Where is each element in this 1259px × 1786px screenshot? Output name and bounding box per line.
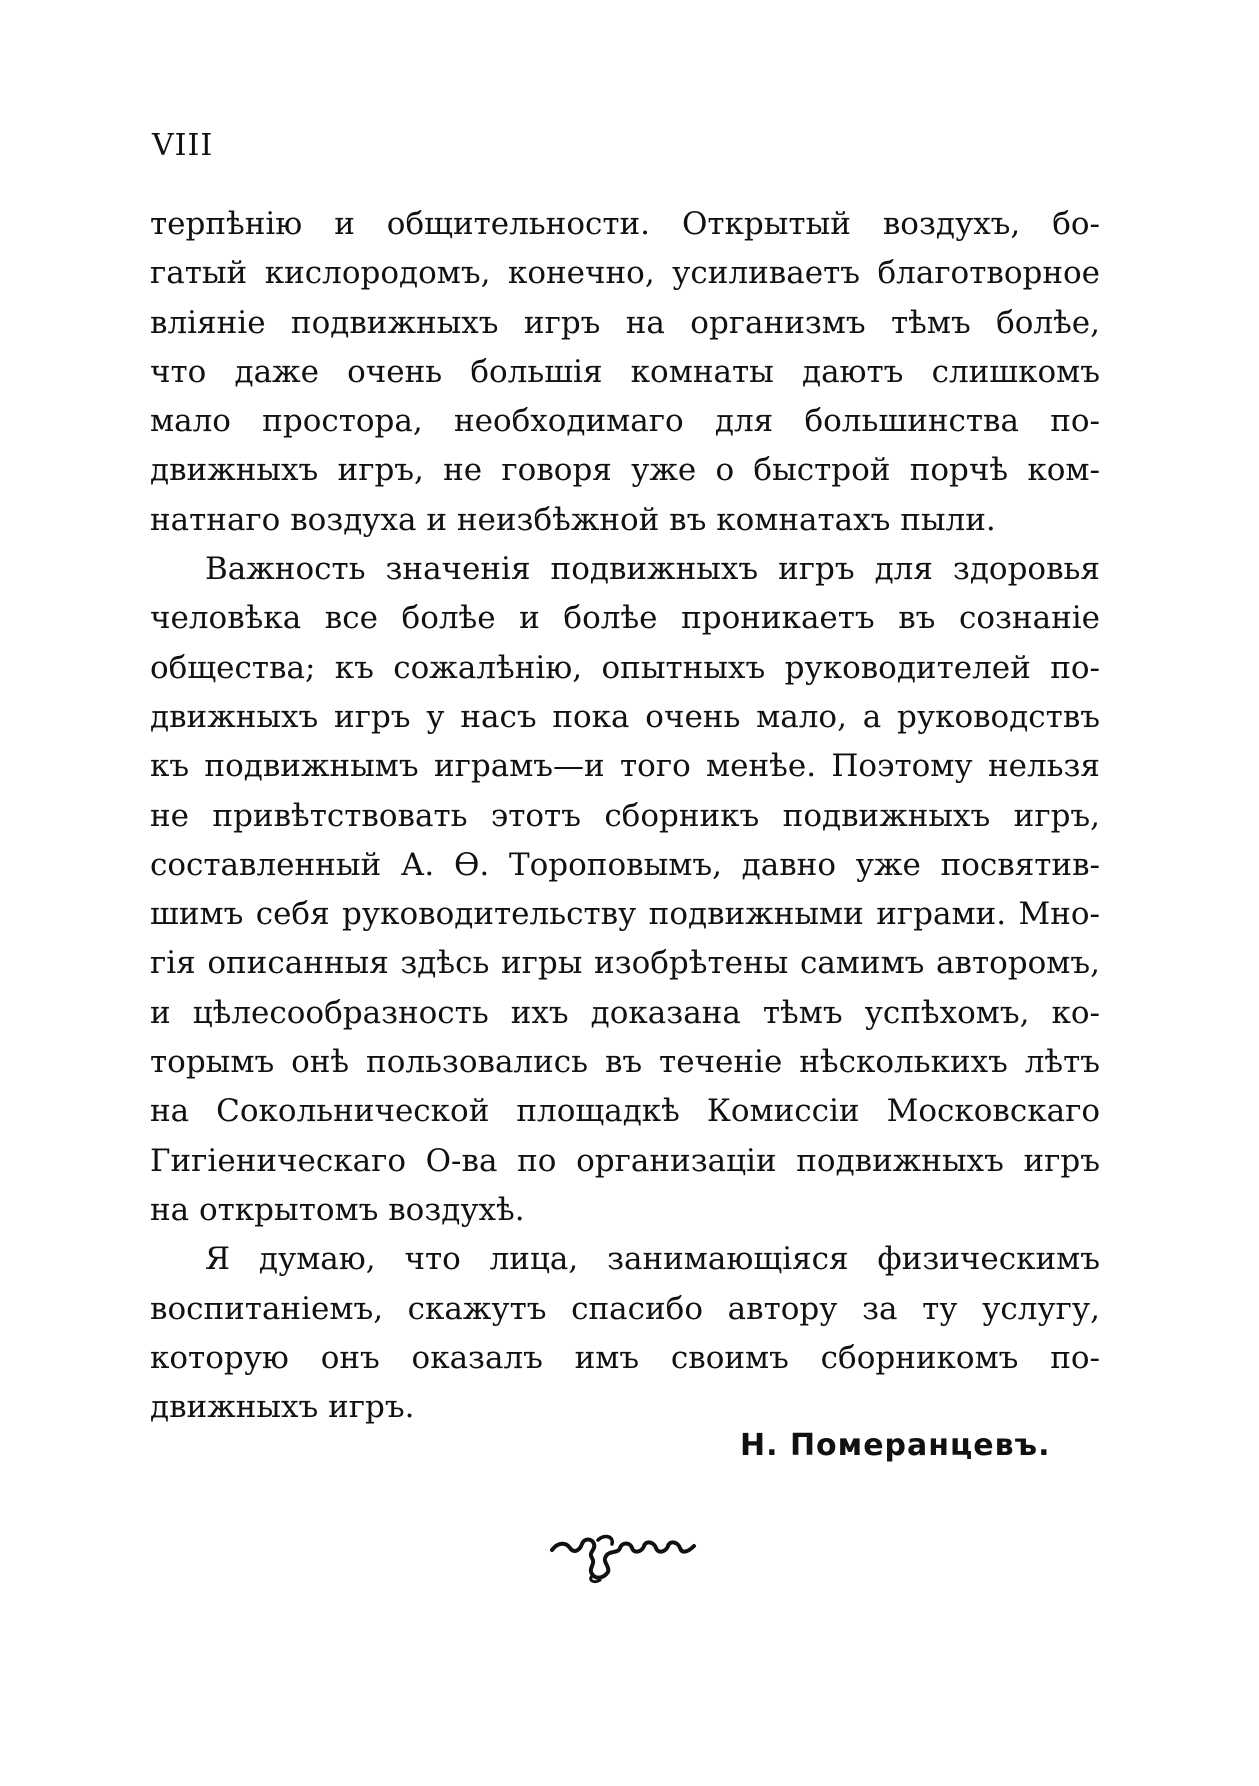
- text-line: Гигіеническаго О-ва по организаціи подвижныхъ игръ: [150, 1142, 1100, 1179]
- text-line: терпѣнію и общительности. Открытый воздухъ, бо-: [150, 206, 1100, 242]
- text-line: вліяніе подвижныхъ игръ на организмъ тѣмъ болѣе,: [150, 304, 1100, 341]
- text-line: воспитаніемъ, скажутъ спасибо автору за ту услугу,: [150, 1290, 1100, 1327]
- text-line: Важность значенія подвижныхъ игръ для здоровья: [205, 551, 1100, 588]
- author-signature: Н. Померанцевъ.: [740, 1428, 1051, 1463]
- text-line: человѣка все болѣе и болѣе проникаетъ въ сознаніе: [150, 600, 1100, 637]
- text-line: Я думаю, что лица, занимающіяся физическимъ: [205, 1241, 1100, 1278]
- text-line: движныхъ игръ.: [150, 1389, 415, 1426]
- text-line: общества; къ сожалѣнію, опытныхъ руководителей по-: [150, 649, 1100, 686]
- text-line: гатый кислородомъ, конечно, усиливаетъ благотворное: [150, 255, 1100, 292]
- text-line: мало простора, необходимаго для большинства по-: [150, 403, 1100, 440]
- text-line: гія описанныя здѣсь игры изобрѣтены самимъ авторомъ,: [150, 945, 1100, 982]
- body-text: [150, 200, 1100, 1432]
- text-line: движныхъ игръ у насъ пока очень мало, а руководствъ: [150, 698, 1100, 735]
- text-line: не привѣтствовать этотъ сборникъ подвижныхъ игръ,: [150, 797, 1100, 834]
- text-line: которую онъ оказалъ имъ своимъ сборникомъ по-: [150, 1339, 1100, 1376]
- text-line: къ подвижнымъ играмъ—и того менѣе. Поэтому нельзя: [150, 748, 1100, 785]
- paragraph-2: [150, 545, 1100, 1235]
- flourish-ornament-icon: [548, 1528, 698, 1584]
- text-line: движныхъ игръ, не говоря уже о быстрой порчѣ ком-: [150, 452, 1100, 489]
- text-line: торымъ онѣ пользовались въ теченіе нѣсколькихъ лѣтъ: [150, 1044, 1100, 1081]
- text-line: шимъ себя руководительству подвижными играми. Мно-: [150, 896, 1100, 933]
- paragraph-3: [150, 1235, 1100, 1432]
- text-line: что даже очень большія комнаты даютъ слишкомъ: [150, 353, 1100, 390]
- text-line: на открытомъ воздухѣ.: [150, 1191, 525, 1228]
- page-number: VIII: [152, 128, 214, 163]
- text-line: и цѣлесообразность ихъ доказана тѣмъ успѣхомъ, ко-: [150, 994, 1100, 1031]
- text-line: на Сокольнической площадкѣ Комиссіи Московскаго: [150, 1093, 1100, 1130]
- text-line: натнаго воздуха и неизбѣжной въ комнатахъ пыли.: [150, 501, 996, 538]
- text-line: составленный А. Ѳ. Тороповымъ, давно уже посвятив-: [150, 846, 1100, 883]
- paragraph-1: [150, 200, 1100, 545]
